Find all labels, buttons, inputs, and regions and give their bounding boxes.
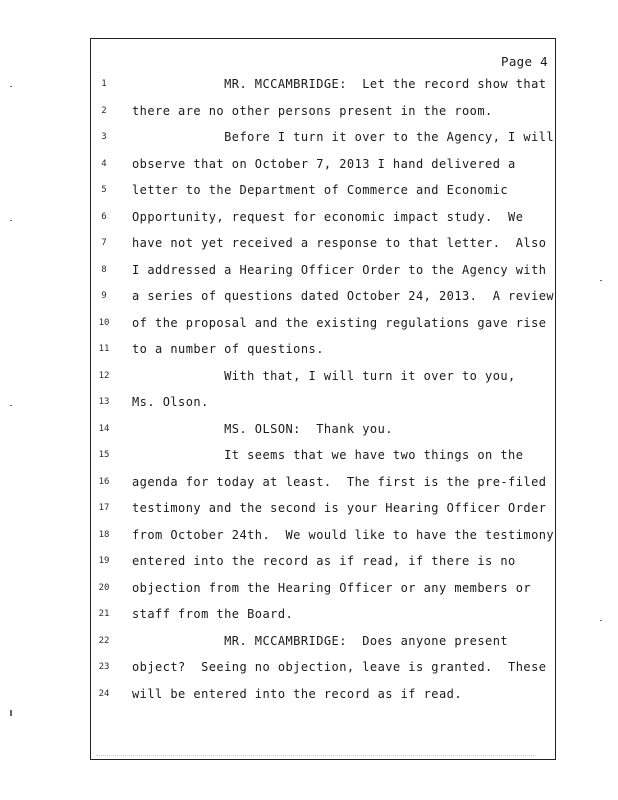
line-number: 2 xyxy=(101,105,107,116)
line-number: 4 xyxy=(101,158,107,169)
transcript-line xyxy=(96,633,551,660)
line-number: 3 xyxy=(101,132,107,142)
line-number: 9 xyxy=(101,291,107,301)
line-text: of the proposal and the existing regulations gave rise xyxy=(132,315,547,330)
transcript-line xyxy=(96,394,551,421)
line-number: 8 xyxy=(101,264,107,275)
line-text: entered into the record as if read, if there is no xyxy=(132,554,516,568)
line-number: 21 xyxy=(98,609,110,619)
line-text: have not yet received a response to that letter. Also xyxy=(132,236,547,250)
transcript-line xyxy=(96,606,551,633)
transcript-line xyxy=(96,474,551,501)
transcript-line xyxy=(96,182,551,209)
transcript-line xyxy=(96,341,551,368)
transcript-line xyxy=(96,421,551,448)
line-text: MR. MCCAMBRIDGE: Does anyone present xyxy=(132,633,509,648)
transcript-line xyxy=(96,368,551,395)
line-text: With that, I will turn it over to you, xyxy=(132,368,516,383)
line-text: Before I turn it over to the Agency, I will xyxy=(132,130,555,144)
transcript-line xyxy=(96,103,551,130)
line-text: letter to the Department of Commerce and Economic xyxy=(132,183,509,197)
line-text: MS. OLSON: Thank you. xyxy=(132,421,393,436)
line-number: 18 xyxy=(98,529,110,540)
line-text: objection from the Hearing Officer or any members or xyxy=(132,580,532,595)
line-text: observe that on October 7, 2013 I hand delivered a xyxy=(132,156,516,171)
line-number: 17 xyxy=(98,503,110,513)
transcript-body xyxy=(96,76,555,712)
line-number: 20 xyxy=(98,582,110,593)
margin-mark xyxy=(10,405,12,406)
line-number: 5 xyxy=(101,185,107,195)
margin-mark xyxy=(10,710,12,716)
transcript-line xyxy=(96,288,555,315)
transcript-line xyxy=(96,262,551,289)
line-text: Opportunity, request for economic impact study. We xyxy=(132,209,524,224)
line-text: to a number of questions. xyxy=(132,342,324,356)
line-number: 23 xyxy=(98,662,110,672)
line-number: 14 xyxy=(98,423,110,434)
line-text: I addressed a Hearing Officer Order to the Agency with xyxy=(132,262,547,277)
line-number: 22 xyxy=(98,635,110,646)
line-text: there are no other persons present in the room. xyxy=(132,103,493,118)
line-text: It seems that we have two things on the xyxy=(132,448,524,462)
line-number: 11 xyxy=(98,344,110,354)
transcript-line xyxy=(96,209,551,236)
line-number: 6 xyxy=(101,211,107,222)
line-number: 24 xyxy=(98,688,110,699)
margin-mark xyxy=(600,620,602,621)
page-number: Page 4 xyxy=(501,54,548,69)
line-text: will be entered into the record as if read. xyxy=(132,686,463,701)
line-text: testimony and the second is your Hearing Officer Order xyxy=(132,501,547,515)
line-text: MR. MCCAMBRIDGE: Let the record show that xyxy=(132,77,547,91)
line-number: 7 xyxy=(101,238,107,248)
line-text: agenda for today at least. The first is the pre-filed xyxy=(132,474,547,489)
footer-scan-artifact xyxy=(96,755,536,758)
line-number: 19 xyxy=(98,556,110,566)
transcript-line xyxy=(96,500,551,527)
line-text: from October 24th. We would like to have the testimony xyxy=(132,527,555,542)
margin-mark xyxy=(600,280,602,281)
line-text: Ms. Olson. xyxy=(132,395,209,409)
line-text: object? Seeing no objection, leave is granted. These xyxy=(132,660,547,674)
transcript-line xyxy=(96,580,551,607)
transcript-line xyxy=(96,527,555,554)
transcript-line xyxy=(96,686,551,713)
margin-mark xyxy=(10,86,12,87)
line-number: 16 xyxy=(98,476,110,487)
line-number: 10 xyxy=(98,317,110,328)
line-number: 15 xyxy=(98,450,110,460)
line-number: 13 xyxy=(98,397,110,407)
line-number: 12 xyxy=(98,370,110,381)
transcript-line xyxy=(96,76,551,103)
transcript-line xyxy=(96,315,551,342)
transcript-line xyxy=(96,659,551,686)
line-text: staff from the Board. xyxy=(132,607,294,621)
line-text: a series of questions dated October 24, 2013. A review xyxy=(132,289,555,303)
transcript-line xyxy=(96,447,551,474)
line-number: 1 xyxy=(101,79,107,89)
transcript-line xyxy=(96,235,551,262)
transcript-line xyxy=(96,129,555,156)
transcript-line xyxy=(96,553,551,580)
transcript-line xyxy=(96,156,551,183)
margin-mark xyxy=(10,220,12,221)
